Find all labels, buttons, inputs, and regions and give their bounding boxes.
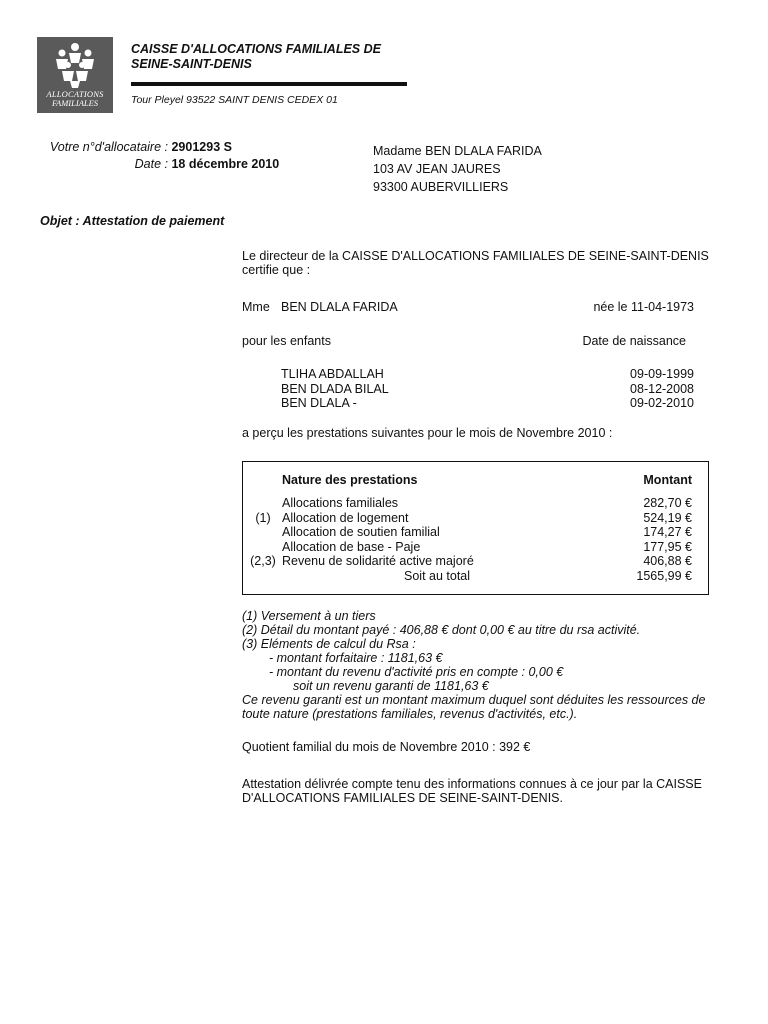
birthdate-header: Date de naissance	[582, 334, 686, 348]
header-rule	[131, 82, 407, 86]
caf-logo	[37, 37, 113, 113]
logo-text-line2: FAMILIALES	[51, 98, 99, 108]
children-list	[281, 367, 694, 411]
row-amount: 282,70 €	[643, 496, 692, 510]
footnote-4: Ce revenu garanti est un montant maximum duquel sont déduites les ressources de toute nature (prestations familiales, revenus d'activités, etc.).	[242, 693, 706, 721]
org-name-line2: SEINE-SAINT-DENIS	[131, 57, 252, 71]
total-amount: 1565,99 €	[636, 568, 692, 583]
footnote-3b: - montant du revenu d'activité pris en compte : 0,00 €	[269, 665, 564, 679]
footnotes	[242, 609, 732, 721]
total-row	[243, 569, 708, 584]
benefits-header-nature: Nature des prestations	[282, 473, 418, 487]
received-sentence: a perçu les prestations suivantes pour le mois de Novembre 2010 :	[242, 426, 613, 440]
org-name-line1: CAISSE D'ALLOCATIONS FAMILIALES DE	[131, 42, 381, 56]
row-label: Allocation de base - Paje	[282, 539, 421, 554]
family-figures-icon	[51, 41, 99, 89]
footnote-2: (2) Détail du montant payé : 406,88 € dont 0,00 € au titre du rsa activité.	[242, 623, 641, 637]
recipient-city: 93300 AUBERVILLIERS	[373, 180, 509, 194]
table-row	[243, 511, 708, 526]
child-name: TLIHA ABDALLAH	[281, 367, 384, 381]
total-label: Soit au total	[404, 568, 471, 583]
recipient-address	[373, 142, 542, 196]
organization-name	[131, 42, 381, 72]
footnote-3c: soit un revenu garanti de 1181,63 €	[293, 679, 489, 693]
footnote-3a: - montant forfaitaire : 1181,63 €	[269, 651, 443, 665]
beneficiary-row	[242, 300, 694, 315]
footnote-1: (1) Versement à un tiers	[242, 609, 376, 623]
beneficiary-birth: née le 11-04-1973	[593, 300, 694, 314]
logo-text-line1: ALLOCATIONS	[46, 89, 104, 99]
row-label: Allocations familiales	[282, 496, 399, 510]
footnote-3: (3) Eléments de calcul du Rsa :	[242, 637, 416, 651]
child-name: BEN DLALA -	[281, 396, 357, 410]
beneficiary-title: Mme	[242, 300, 270, 314]
row-amount: 177,95 €	[643, 539, 692, 554]
list-item	[281, 382, 694, 397]
table-row	[243, 525, 708, 540]
object-line: Objet : Attestation de paiement	[40, 214, 225, 228]
row-label: Allocation de logement	[282, 510, 409, 525]
child-birthdate: 09-09-1999	[630, 367, 694, 381]
closing-statement: Attestation délivrée compte tenu des informations connues à ce jour par la CAISSE D'ALLOCATIONS FAMILIALES DE SEINE-SAINT-DENIS.	[242, 777, 702, 805]
children-label: pour les enfants	[242, 334, 331, 348]
family-quotient: Quotient familial du mois de Novembre 2010 : 392 €	[242, 740, 531, 754]
row-amount: 524,19 €	[643, 510, 692, 525]
row-label: Revenu de solidarité active majoré	[282, 554, 474, 568]
allocataire-label: Votre n°d'allocataire :	[49, 140, 168, 154]
beneficiary-name: BEN DLALA FARIDA	[281, 300, 398, 314]
table-row	[243, 554, 708, 569]
child-birthdate: 09-02-2010	[630, 396, 694, 410]
child-birthdate: 08-12-2008	[630, 381, 694, 396]
list-item	[281, 396, 694, 411]
row-note: (2,3)	[250, 554, 276, 568]
children-header-row	[242, 334, 686, 349]
organization-address: Tour Pleyel 93522 SAINT DENIS CEDEX 01	[131, 94, 338, 106]
list-item	[281, 367, 694, 382]
row-note: (1)	[255, 510, 271, 525]
table-row	[243, 496, 708, 511]
row-label: Allocation de soutien familial	[282, 525, 440, 539]
recipient-street: 103 AV JEAN JAURES	[373, 162, 501, 176]
recipient-name: Madame BEN DLALA FARIDA	[373, 144, 542, 158]
reference-block	[40, 139, 279, 173]
intro-paragraph: Le directeur de la CAISSE D'ALLOCATIONS FAMILIALES DE SEINE-SAINT-DENIS certifie que :	[242, 249, 709, 277]
child-name: BEN DLADA BILAL	[281, 381, 389, 396]
document-date: 18 décembre 2010	[171, 157, 280, 171]
row-amount: 406,88 €	[643, 554, 692, 568]
allocataire-number: 2901293 S	[171, 140, 232, 154]
row-amount: 174,27 €	[643, 525, 692, 539]
table-row	[243, 540, 708, 555]
date-label: Date :	[134, 157, 168, 171]
benefits-table	[242, 461, 709, 595]
benefits-header-amount: Montant	[643, 473, 692, 487]
